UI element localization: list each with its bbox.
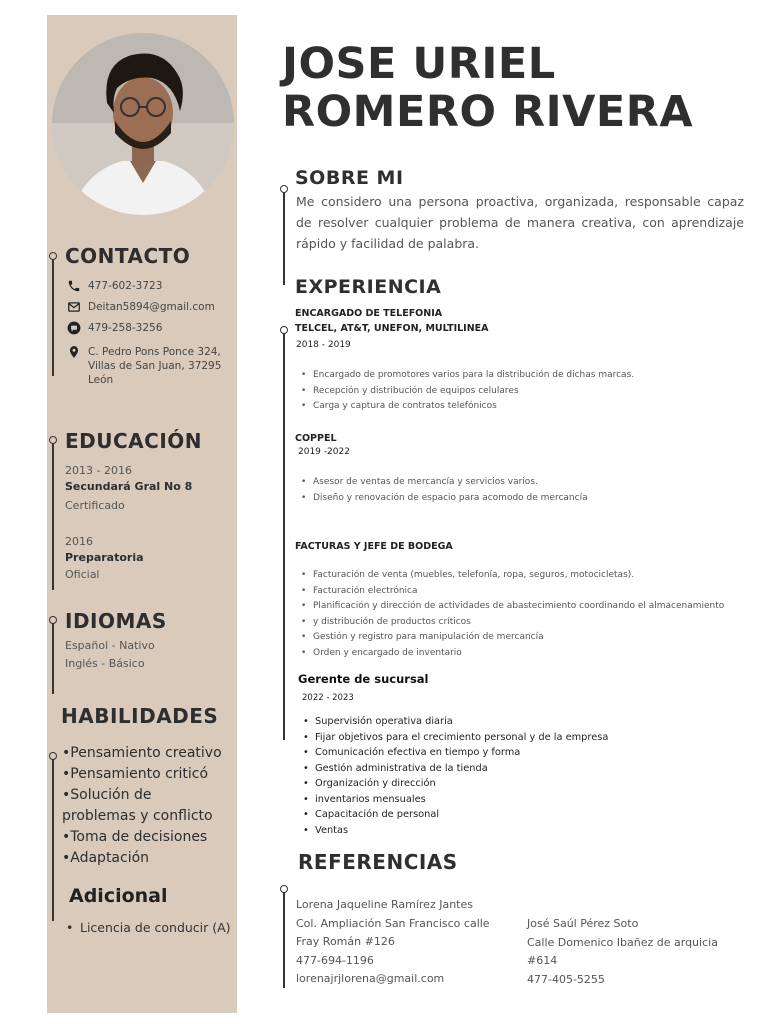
name-line: JOSE URIEL — [282, 39, 556, 89]
job-title: FACTURAS Y JEFE DE BODEGA — [295, 541, 453, 552]
reference-contact — [527, 915, 718, 989]
reference-line: 477-694-1196 — [296, 953, 374, 967]
address-line: León — [88, 374, 114, 386]
education-years: 2013 - 2016 — [65, 464, 132, 477]
list-item: • Fijar objetivos para el crecimiento personal y de la empresa — [302, 730, 742, 746]
list-item: • Carga y captura de contratos telefónicos — [300, 399, 740, 415]
skills-heading: HABILIDADES — [61, 704, 219, 728]
person-name — [282, 40, 693, 136]
list-item: • Facturación electrónica — [300, 584, 740, 600]
list-item: • inventarios mensuales — [302, 792, 742, 808]
skill-item: •Pensamiento criticó — [62, 766, 209, 782]
additional-heading: Adicional — [69, 885, 168, 907]
education-timeline-line — [52, 440, 54, 590]
list-item: • Gestión administrativa de la tienda — [302, 761, 742, 777]
address-line: Villas de San Juan, 37295 — [88, 360, 222, 372]
message-icon — [65, 321, 83, 335]
contact-phone-text: 477-602-3723 — [88, 280, 163, 292]
languages-list — [65, 637, 155, 673]
reference-line: Calle Domenico Ibañez de arquicia — [527, 935, 718, 949]
reference-line: José Saúl Pérez Soto — [527, 917, 639, 930]
references-heading: REFERENCIAS — [298, 850, 458, 874]
list-item: • Capacitación de personal — [302, 807, 742, 823]
job-bullets — [300, 368, 740, 415]
languages-timeline-line — [52, 620, 54, 694]
education-timeline-dot — [49, 436, 57, 444]
list-item: • Ventas — [302, 823, 742, 839]
list-item: • Planificación y dirección de actividades de abastecimiento coordinando el almacenamiento — [300, 599, 740, 615]
about-timeline-dot — [280, 185, 288, 193]
phone-icon — [65, 279, 83, 293]
reference-contact — [296, 896, 490, 989]
contact-timeline-dot — [49, 252, 57, 260]
list-item: • Recepción y distribución de equipos celulares — [300, 384, 740, 400]
about-text: Me considero una persona proactiva, organizada, responsable capaz de resolver cualquier problema de manera creativa, con aprendizaje rápido y facilidad de palabra. — [296, 194, 744, 251]
language-item: Español - Nativo — [65, 639, 155, 652]
skill-item: •Toma de decisiones — [62, 829, 208, 845]
education-school: Secundará Gral No 8 — [65, 480, 193, 493]
education-status: Oficial — [65, 568, 100, 581]
reference-line: 477-405-5255 — [527, 972, 605, 986]
list-item: • Supervisión operativa diaria — [302, 714, 742, 730]
education-status: Certificado — [65, 499, 125, 512]
list-item: • Gestión y registro para manipulación de mercancía — [300, 630, 740, 646]
contact-message-text: 479-258-3256 — [88, 322, 163, 334]
skills-timeline-dot — [49, 752, 57, 760]
skills-timeline-line — [52, 756, 54, 921]
mail-icon — [65, 300, 83, 314]
job-dates: 2022 - 2023 — [302, 693, 354, 703]
job-title-text: ENCARGADO DE TELEFONIA — [295, 308, 443, 319]
reference-line: Fray Román #126 — [296, 935, 395, 948]
list-item: • Asesor de ventas de mercancía y servicios varios. — [300, 475, 740, 491]
list-item: • Diseño y renovación de espacio para acomodo de mercancía — [300, 491, 740, 507]
location-pin-icon — [65, 345, 83, 359]
job-bullets — [300, 568, 740, 661]
skill-item: •Pensamiento creativo — [62, 745, 222, 761]
about-timeline-line — [283, 190, 285, 285]
reference-line: #614 — [527, 954, 558, 967]
experience-timeline-dot — [280, 326, 288, 334]
contact-heading: CONTACTO — [65, 244, 191, 268]
references-timeline-line — [283, 890, 285, 988]
skill-item: •Adaptación — [62, 850, 150, 866]
references-timeline-dot — [280, 885, 288, 893]
skill-item: problemas y conflicto — [62, 808, 213, 824]
reference-line: Lorena Jaqueline Ramírez Jantes — [296, 898, 473, 911]
job-title: Gerente de sucursal — [298, 672, 429, 686]
education-item — [65, 463, 192, 514]
education-item — [65, 534, 144, 583]
job-dates: 2018 - 2019 — [296, 340, 351, 350]
contact-email-text: Deitan5894@gmail.com — [88, 301, 215, 313]
job-bullets — [302, 714, 742, 838]
contact-message — [65, 321, 162, 335]
job-bullets — [300, 475, 740, 506]
skills-list — [62, 743, 232, 869]
name-line: ROMERO RIVERA — [282, 87, 694, 137]
about-heading: SOBRE MI — [295, 167, 404, 189]
job-title — [295, 306, 489, 336]
languages-heading: IDIOMAS — [65, 609, 167, 633]
list-item: • Orden y encargado de inventario — [300, 646, 740, 662]
job-dates: 2019 -2022 — [298, 447, 350, 457]
language-item: Inglés - Básico — [65, 657, 145, 670]
contact-email — [65, 300, 215, 314]
skill-item: •Solución de — [62, 787, 152, 803]
education-years: 2016 — [65, 535, 93, 548]
job-company: TELCEL, AT&T, UNEFON, MULTILINEA — [295, 323, 489, 334]
address-line: C. Pedro Pons Ponce 324, — [88, 346, 221, 358]
contact-phone — [65, 279, 162, 293]
list-item: • Comunicación efectiva en tiempo y forma — [302, 745, 742, 761]
list-item: • Organización y dirección — [302, 776, 742, 792]
list-item: • Encargado de promotores varios para la distribución de dichas marcas. — [300, 368, 740, 384]
reference-line: lorenajrjlorena@gmail.com — [296, 972, 445, 985]
job-title: COPPEL — [295, 433, 337, 444]
profile-photo — [52, 33, 234, 215]
education-school: Preparatoria — [65, 551, 144, 564]
additional-item: • Licencia de conducir (A) — [80, 920, 231, 935]
education-heading: EDUCACIÓN — [65, 429, 203, 453]
languages-timeline-dot — [49, 616, 57, 624]
reference-line: Col. Ampliación San Francisco calle — [296, 916, 490, 930]
contact-timeline-line — [52, 256, 54, 376]
experience-timeline-line — [283, 330, 285, 740]
experience-heading: EXPERIENCIA — [295, 276, 442, 298]
list-item: • Facturación de venta (muebles, telefonía, ropa, seguros, motocicletas). — [300, 568, 740, 584]
list-item: • y distribución de productos críticos — [300, 615, 740, 631]
contact-address — [65, 345, 221, 387]
